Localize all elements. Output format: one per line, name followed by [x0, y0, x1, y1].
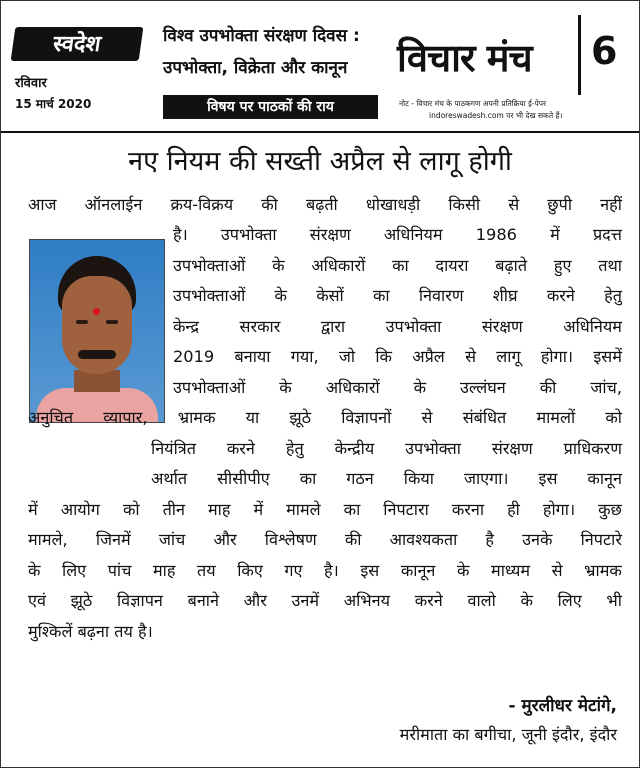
body-line: में आयोग को तीन माह में मामले का निपटारा करना ही होगा। कुछ — [28, 500, 622, 519]
body-line: अनुचित व्यापार, भ्रामक या झूठे विज्ञापनों से संबंधित मामलों को — [28, 408, 622, 427]
header-note-line2: indoreswadesh.com पर भी देख सकते हैं। — [429, 111, 563, 120]
body-line: के लिए पांच माह तय किए गए है। इस कानून के माध्यम से भ्रामक — [28, 561, 622, 580]
body-line: है। उपभोक्ता संरक्षण अधिनियम 1986 में प्रदत्त — [173, 225, 622, 244]
body-line: उपभोक्ताओं के केसों का निवारण शीघ्र करने हेतु — [173, 286, 622, 305]
body-line: अर्थात सीसीपीए का गठन किया जाएगा। इस कानून — [151, 469, 622, 488]
body-line: उपभोक्ताओं के अधिकारों के उल्लंघन की जांच, — [173, 378, 622, 397]
section-name: विचार मंच — [397, 35, 532, 80]
header-divider — [578, 15, 581, 95]
date-label: 15 मार्च 2020 — [15, 97, 92, 111]
header-note-line1: नोट - विचार मंच के पाठकगण अपनी प्रतिक्रिया ई-पेपर — [399, 99, 547, 108]
body-line: एवं झूठे विज्ञापन बनाने और उनमें अभिनय करने वालो के लिए भी — [28, 591, 622, 610]
page-number: 6 — [591, 29, 618, 73]
article-headline: नए नियम की सख्ती अप्रैल से लागू होगी — [128, 146, 512, 177]
header-title-line1: विश्व उपभोक्ता संरक्षण दिवस : — [163, 26, 360, 46]
body-line: उपभोक्ताओं के अधिकारों का दायरा बढ़ाते हुए तथा — [173, 256, 622, 275]
body-line: आज ऑनलाईन क्रय-विक्रय की बढ़ती धोखाधड़ी किसी से छुपी नहीं — [28, 195, 622, 214]
header-subtitle-bar: विषय पर पाठकों की राय — [163, 95, 378, 119]
body-line: मामले, जिनमें जांच और विश्लेषण की आवश्यकता है उनके निपटारे — [28, 530, 622, 549]
body-line: केन्द्र सरकार द्वारा उपभोक्ता संरक्षण अधिनियम — [173, 317, 622, 336]
header-rule — [1, 131, 639, 133]
body-line: नियंत्रित करने हेतु केन्द्रीय उपभोक्ता संरक्षण प्राधिकरण — [151, 439, 622, 458]
author-photo — [29, 239, 165, 423]
author-address: मरीमाता का बगीचा, जूनी इंदौर, इंदौर — [399, 725, 617, 744]
newspaper-logo: स्वदेश — [11, 27, 144, 61]
header-title-line2: उपभोक्ता, विक्रेता और कानून — [163, 58, 348, 78]
body-line: 2019 बनाया गया, जो कि अप्रैल से लागू होगा। इसमें — [173, 347, 622, 366]
author-name: - मुरलीधर मेटांगे, — [508, 696, 617, 716]
body-line: मुश्किलें बढ़ना तय है। — [28, 622, 153, 641]
day-label: रविवार — [15, 76, 47, 91]
page-header — [1, 1, 639, 131]
